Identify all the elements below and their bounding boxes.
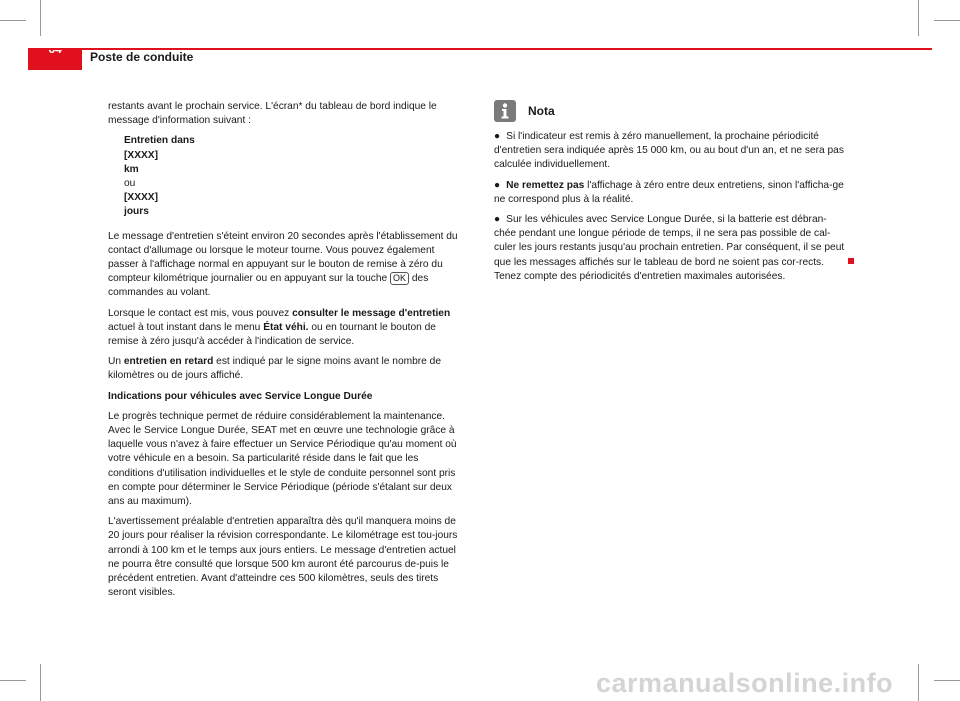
nota-header bbox=[494, 100, 846, 122]
display-line: [XXXX] bbox=[124, 149, 158, 161]
left-column bbox=[108, 100, 466, 607]
crop-mark bbox=[918, 664, 919, 701]
paragraph: Lorsque le contact est mis, vous pouvez consulter le message d'entretien actuel à tout instant dans le menu État véhi. ou en tournant le bouton de remise à zéro jusqu'à accéder à l'indication de service. bbox=[108, 307, 451, 348]
page-number-tab bbox=[28, 48, 82, 70]
crop-mark bbox=[934, 680, 960, 681]
running-title: Poste de conduite bbox=[90, 50, 194, 64]
crop-mark bbox=[918, 0, 919, 36]
nota-item: ● Sur les véhicules avec Service Longue Durée, si la batterie est débran-chée pendant une longue période de temps, il ne sera pas possible de cal-culer les jours restants jusqu'au prochain entretien. Par conséquent, il se peut que les messages affichés sur le tableau de bord ne soient pas cor-rects. Tenez compte des périodicités d'entretien maximales autorisées. bbox=[494, 214, 845, 282]
display-line: [XXXX] bbox=[124, 192, 158, 204]
nota-item: ● Si l'indicateur est remis à zéro manuellement, la prochaine périodicité d'entretien sera indiquée après 15 000 km, ou au bout d'un an, et ne sera pas calculée individuellement. bbox=[494, 131, 844, 171]
display-line: km bbox=[124, 163, 139, 175]
bullet-icon: ● bbox=[494, 214, 501, 226]
paragraph: L'avertissement préalable d'entretien apparaîtra dès qu'il manquera moins de 20 jours pour réaliser la révision correspondante. Le kilométrage est tou-jours arrondi à 100 km et le temps aux jours entiers. Le message d'entretien actuel ne pourra être consulté que lorsque 500 km auront été parcourus de-puis le précédent entretien. Avant d'atteindre ces 500 kilomètres, seuls des tirets seront visibles. bbox=[108, 516, 458, 599]
paragraph: Le progrès technique permet de réduire considérablement la maintenance. Avec le Service Longue Durée, SEAT met en œuvre une technologie grâce à laquelle vous n'avez à faire effectuer un Service Périodique qu'au moment où votre véhicule en a besoin. Sa particularité réside dans le fait que les conditions d'utilisation individuelles et le style de conduite personnel sont pris en compte pour déterminer le Service Périodique (période s'étalant sur deux ans au maximum). bbox=[108, 410, 457, 508]
ok-key-symbol: OK bbox=[390, 272, 409, 285]
section-end-marker bbox=[848, 258, 854, 264]
display-line: Entretien dans bbox=[124, 135, 195, 147]
crop-mark bbox=[40, 0, 41, 36]
nota-title: Nota bbox=[528, 103, 555, 118]
info-icon bbox=[494, 100, 516, 122]
display-line: ou bbox=[124, 178, 136, 190]
crop-mark bbox=[40, 664, 41, 701]
bullet-icon: ● bbox=[494, 179, 501, 191]
crop-mark bbox=[0, 680, 26, 681]
paragraph: Le message d'entretien s'éteint environ 20 secondes après l'établissement du contact d'allumage ou lorsque le moteur tourne. Vous pouvez également passer à l'affichage normal en appuyant sur le bouton de remise à zéro du compteur kilométrique journalier ou en appuyant sur la touche OK des commandes au volant. bbox=[108, 230, 458, 299]
paragraph: Un entretien en retard est indiqué par le signe moins avant le nombre de kilomètres ou de jours affiché. bbox=[108, 356, 441, 382]
watermark: carmanualsonline.info bbox=[596, 668, 894, 698]
crop-mark bbox=[0, 20, 26, 21]
nota-item: ● Ne remettez pas l'affichage à zéro entre deux entretiens, sinon l'afficha-ge ne correspond plus à la réalité. bbox=[494, 179, 844, 205]
display-message bbox=[124, 134, 466, 219]
subheading: Indications pour véhicules avec Service Longue Durée bbox=[108, 390, 373, 402]
bullet-icon: ● bbox=[494, 131, 501, 142]
crop-mark bbox=[934, 20, 960, 21]
paragraph: restants avant le prochain service. L'écran* du tableau de bord indique le message d'information suivant : bbox=[108, 101, 437, 127]
display-line: jours bbox=[124, 206, 149, 218]
nota-box bbox=[494, 100, 846, 290]
